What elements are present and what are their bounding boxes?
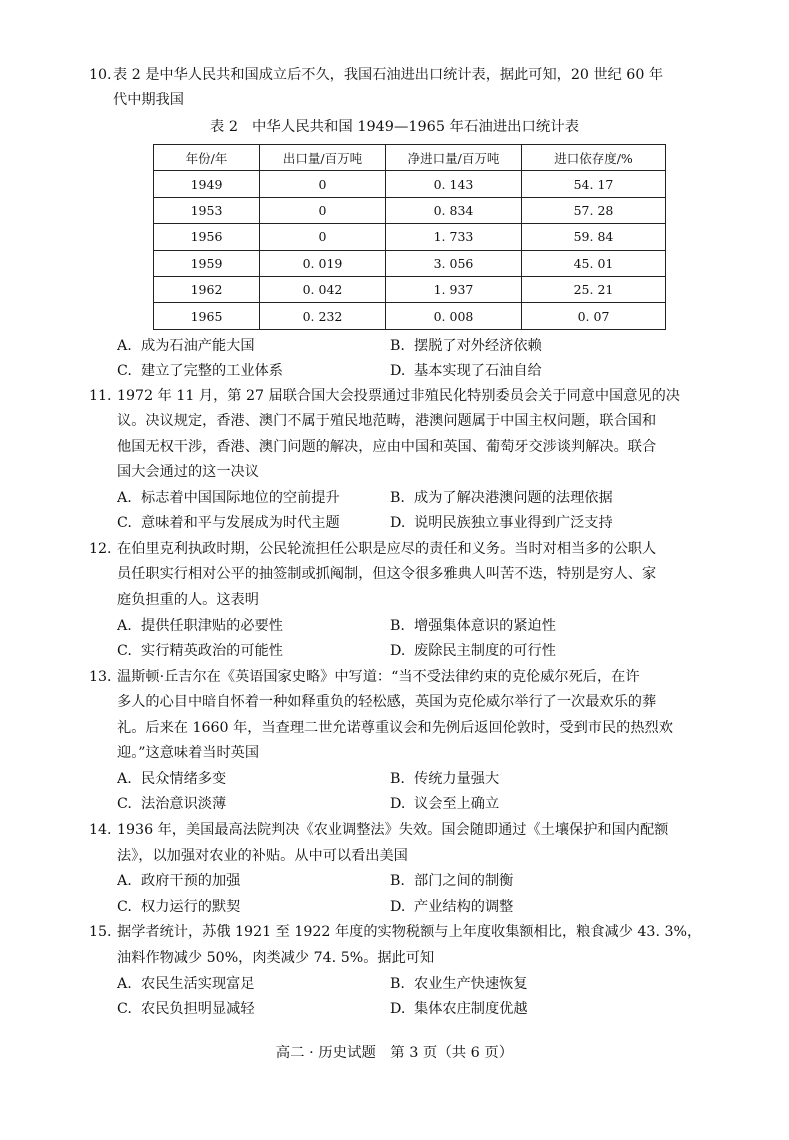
question-stem-line: 多人的心目中暗自怀着一种如释重负的轻松感，英国为克伦威尔举行了一次最欢乐的葬 <box>117 694 657 710</box>
option-text: 部门之间的制衡 <box>414 873 514 889</box>
question-number: 15. <box>89 924 112 940</box>
option-text: 政府干预的加强 <box>141 873 241 889</box>
table-header-row <box>154 145 666 171</box>
table-caption <box>0 117 789 137</box>
option-b[interactable] <box>390 336 542 356</box>
option-letter: D. <box>390 899 406 915</box>
option-text: 成为石油产能大国 <box>141 338 255 354</box>
option-d[interactable] <box>390 897 513 917</box>
option-letter: A. <box>117 771 132 787</box>
option-d[interactable] <box>390 794 499 814</box>
table-header-cell: 年份/年 <box>154 145 260 171</box>
option-letter: A. <box>117 618 132 634</box>
option-letter: B. <box>390 490 405 506</box>
table-row <box>154 197 666 223</box>
option-letter: D. <box>390 515 406 531</box>
question-stem-line: 据学者统计，苏俄 1921 至 1922 年度的实物税额与上年度收集额相比，粮食减少 43. 3%， <box>117 924 702 940</box>
table-cell: 0. 008 <box>386 303 522 329</box>
option-text: 摆脱了对外经济依赖 <box>414 338 542 354</box>
option-text: 废除民主制度的可行性 <box>414 643 556 659</box>
question-stem-line: 庭负担重的人。这表明 <box>117 592 259 608</box>
question-stem-line: 油料作物减少 50%，肉类减少 74. 5%。据此可知 <box>117 950 435 966</box>
option-letter: C. <box>117 796 132 812</box>
question-stem-line: 代中期我国 <box>113 92 184 108</box>
option-c[interactable] <box>117 641 283 661</box>
table-row <box>154 303 666 329</box>
table-cell: 0 <box>260 197 386 223</box>
option-b[interactable] <box>390 871 513 891</box>
option-c[interactable] <box>117 999 255 1019</box>
option-text: 说明民族独立事业得到广泛支持 <box>414 515 613 531</box>
option-text: 农民负担明显减轻 <box>141 1001 255 1017</box>
option-a[interactable] <box>117 974 255 994</box>
option-text: 增强集体意识的紧迫性 <box>414 618 556 634</box>
table-cell: 0. 042 <box>260 276 386 302</box>
option-a[interactable] <box>117 336 255 356</box>
option-d[interactable] <box>390 641 556 661</box>
option-letter: D. <box>390 643 406 659</box>
question-stem-line: 在伯里克利执政时期，公民轮流担任公职是应尽的责任和义务。当时对相当多的公职人 <box>117 541 657 557</box>
table-cell: 1. 733 <box>386 224 522 250</box>
option-b[interactable] <box>390 488 613 508</box>
table-cell: 1962 <box>154 276 260 302</box>
option-letter: A. <box>117 873 132 889</box>
option-d[interactable] <box>390 513 613 533</box>
option-c[interactable] <box>117 361 283 381</box>
option-d[interactable] <box>390 361 542 381</box>
option-text: 议会至上确立 <box>414 796 500 812</box>
page-footer: 高二 · 历史试题 第 3 页（共 6 页） <box>275 1045 514 1061</box>
table-cell: 1953 <box>154 197 260 223</box>
option-letter: D. <box>390 1001 406 1017</box>
table-header-cell: 进口依存度/% <box>522 145 666 171</box>
question-stem-line: 法》，以加强对农业的补贴。从中可以看出美国 <box>117 848 408 864</box>
table-cell: 0. 07 <box>522 303 666 329</box>
question-stem-line: 议。决议规定，香港、澳门不属于殖民地范畴，港澳问题属于中国主权问题，联合国和 <box>117 413 657 429</box>
option-a[interactable] <box>117 871 240 891</box>
question-stem-line: 迎。”这意味着当时英国 <box>117 745 260 761</box>
table-caption-tag: 表 2 <box>209 119 239 135</box>
option-letter: C. <box>117 643 132 659</box>
table-cell: 1956 <box>154 224 260 250</box>
table-row <box>154 224 666 250</box>
option-text: 法治意识淡薄 <box>141 796 227 812</box>
table-cell: 1965 <box>154 303 260 329</box>
option-a[interactable] <box>117 616 283 636</box>
table-header-cell: 出口量/百万吨 <box>260 145 386 171</box>
option-letter: C. <box>117 515 132 531</box>
option-letter: C. <box>117 363 132 379</box>
question-stem-line: 他国无权干涉，香港、澳门问题的解决，应由中国和英国、葡萄牙交涉谈判解决。联合 <box>117 439 657 455</box>
question-stem-line: 1972 年 11 月，第 27 届联合国大会投票通过非殖民化特别委员会关于同意中国意见的决 <box>117 388 680 404</box>
option-b[interactable] <box>390 974 528 994</box>
option-text: 意味着和平与发展成为时代主题 <box>141 515 340 531</box>
option-letter: C. <box>117 899 132 915</box>
option-text: 产业结构的调整 <box>414 899 514 915</box>
option-letter: A. <box>117 338 132 354</box>
option-text: 实行精英政治的可能性 <box>141 643 283 659</box>
option-text: 农民生活实现富足 <box>141 976 255 992</box>
option-letter: D. <box>390 796 406 812</box>
option-letter: A. <box>117 976 132 992</box>
option-letter: D. <box>390 363 406 379</box>
table-cell: 1949 <box>154 171 260 197</box>
table-row <box>154 250 666 276</box>
option-text: 农业生产快速恢复 <box>414 976 528 992</box>
question-number: 11. <box>89 388 112 404</box>
option-c[interactable] <box>117 794 226 814</box>
question-number: 14. <box>89 822 112 838</box>
option-text: 集体农庄制度优越 <box>414 1001 528 1017</box>
option-text: 标志着中国国际地位的空前提升 <box>141 490 340 506</box>
table-cell: 0. 232 <box>260 303 386 329</box>
question-stem-line: 国大会通过的这一决议 <box>117 464 259 480</box>
option-text: 建立了完整的工业体系 <box>141 363 283 379</box>
oil-trade-table <box>153 144 666 330</box>
table-cell: 54. 17 <box>522 171 666 197</box>
question-number: 13. <box>89 669 112 685</box>
option-c[interactable] <box>117 897 240 917</box>
option-a[interactable] <box>117 488 340 508</box>
option-letter: B. <box>390 873 405 889</box>
question-number: 10. <box>89 67 112 83</box>
option-letter: B. <box>390 618 405 634</box>
option-text: 提供任职津贴的必要性 <box>141 618 283 634</box>
table-cell: 0. 143 <box>386 171 522 197</box>
table-cell: 3. 056 <box>386 250 522 276</box>
table-cell: 0 <box>260 171 386 197</box>
question-stem-line: 礼。后来在 1660 年，当查理二世允诺尊重议会和先例后返回伦敦时，受到市民的热烈欢 <box>117 720 673 736</box>
option-text: 成为了解决港澳问题的法理依据 <box>414 490 613 506</box>
table-cell: 57. 28 <box>522 197 666 223</box>
table-cell: 25. 21 <box>522 276 666 302</box>
question-stem-line: 温斯顿·丘吉尔在《英语国家史略》中写道：“当不受法律约束的克伦威尔死后，在许 <box>117 669 640 685</box>
option-letter: A. <box>117 490 132 506</box>
option-letter: B. <box>390 771 405 787</box>
question-stem-line: 表 2 是中华人民共和国成立后不久，我国石油进出口统计表，据此可知，20 世纪 60 年 <box>113 67 664 83</box>
table-row <box>154 171 666 197</box>
table-row <box>154 276 666 302</box>
option-d[interactable] <box>390 999 528 1019</box>
option-text: 民众情绪多变 <box>141 771 227 787</box>
option-letter: B. <box>390 976 405 992</box>
option-letter: B. <box>390 338 405 354</box>
option-c[interactable] <box>117 513 340 533</box>
option-b[interactable] <box>390 616 556 636</box>
table-cell: 1. 937 <box>386 276 522 302</box>
table-cell: 0. 834 <box>386 197 522 223</box>
question-stem-line: 1936 年，美国最高法院判决《农业调整法》失效。国会随即通过《土壤保护和国内配额 <box>117 822 669 838</box>
table-cell: 45. 01 <box>522 250 666 276</box>
option-letter: C. <box>117 1001 132 1017</box>
table-cell: 59. 84 <box>522 224 666 250</box>
option-text: 基本实现了石油自给 <box>414 363 542 379</box>
question-stem-line: 员任职实行相对公平的抽签制或抓阄制，但这令很多雅典人叫苦不迭，特别是穷人、家 <box>117 566 657 582</box>
table-cell: 0 <box>260 224 386 250</box>
table-cell: 0. 019 <box>260 250 386 276</box>
table-header-cell: 净进口量/百万吨 <box>386 145 522 171</box>
option-b[interactable] <box>390 769 499 789</box>
table-caption-title: 中华人民共和国 1949—1965 年石油进出口统计表 <box>252 119 580 135</box>
option-a[interactable] <box>117 769 226 789</box>
question-number: 12. <box>89 541 112 557</box>
option-text: 权力运行的默契 <box>141 899 241 915</box>
option-text: 传统力量强大 <box>414 771 500 787</box>
table-cell: 1959 <box>154 250 260 276</box>
